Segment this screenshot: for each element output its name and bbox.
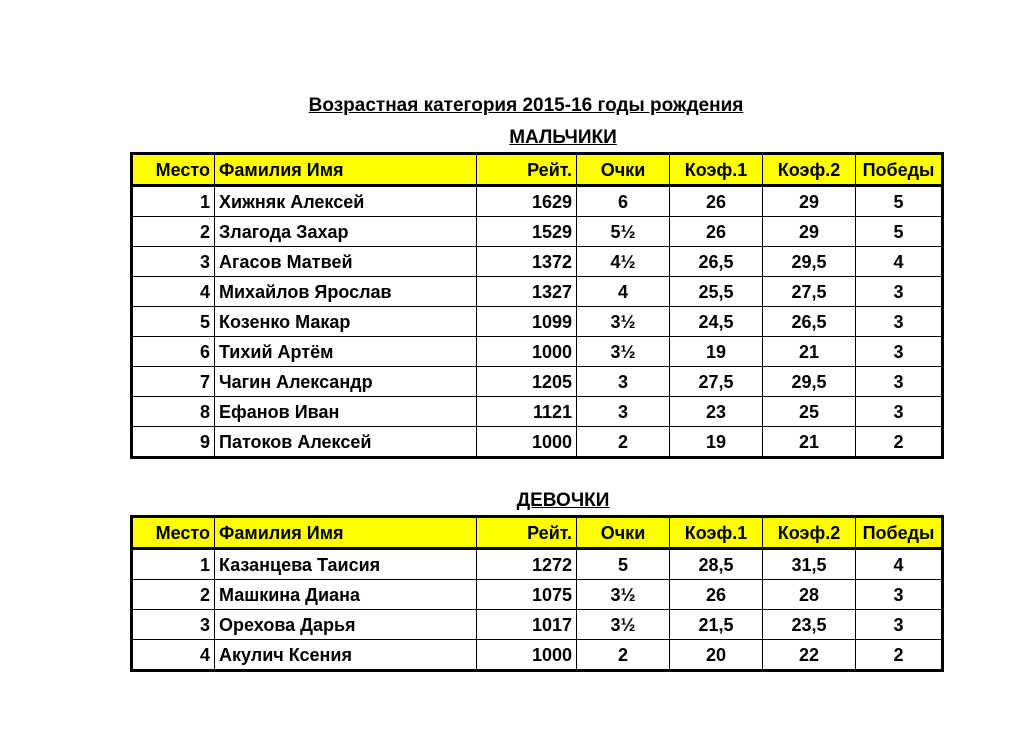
cell-wins: 3 (856, 307, 943, 337)
cell-name: Тихий Артём (215, 337, 477, 367)
column-header-points: Очки (577, 517, 670, 549)
cell-k2: 22 (763, 640, 856, 671)
table-row (132, 337, 943, 367)
table-row (132, 427, 943, 458)
cell-points: 3½ (577, 610, 670, 640)
cell-name: Акулич Ксения (215, 640, 477, 671)
cell-k1: 27,5 (670, 367, 763, 397)
cell-wins: 2 (856, 640, 943, 671)
cell-rating: 1372 (477, 247, 577, 277)
table-row (132, 580, 943, 610)
cell-wins: 5 (856, 186, 943, 217)
cell-rating: 1000 (477, 640, 577, 671)
cell-name: Злагода Захар (215, 217, 477, 247)
cell-points: 2 (577, 640, 670, 671)
cell-k1: 28,5 (670, 549, 763, 580)
cell-rating: 1529 (477, 217, 577, 247)
cell-rating: 1327 (477, 277, 577, 307)
table-row (132, 217, 943, 247)
cell-k1: 19 (670, 337, 763, 367)
cell-name: Машкина Диана (215, 580, 477, 610)
cell-k2: 28 (763, 580, 856, 610)
cell-k2: 25 (763, 397, 856, 427)
table-row (132, 397, 943, 427)
cell-rating: 1121 (477, 397, 577, 427)
column-header-wins: Победы (856, 154, 943, 186)
cell-place: 1 (132, 549, 215, 580)
cell-place: 9 (132, 427, 215, 458)
cell-points: 4 (577, 277, 670, 307)
cell-wins: 4 (856, 549, 943, 580)
cell-name: Хижняк Алексей (215, 186, 477, 217)
cell-place: 4 (132, 640, 215, 671)
column-header-points: Очки (577, 154, 670, 186)
cell-points: 5½ (577, 217, 670, 247)
cell-place: 3 (132, 610, 215, 640)
cell-wins: 3 (856, 610, 943, 640)
cell-k1: 26 (670, 580, 763, 610)
cell-points: 3 (577, 397, 670, 427)
cell-wins: 3 (856, 277, 943, 307)
column-header-place: Место (132, 517, 215, 549)
cell-wins: 3 (856, 367, 943, 397)
cell-rating: 1205 (477, 367, 577, 397)
cell-rating: 1272 (477, 549, 577, 580)
table-row (132, 247, 943, 277)
cell-k1: 21,5 (670, 610, 763, 640)
column-header-k1: Коэф.1 (670, 154, 763, 186)
cell-name: Орехова Дарья (215, 610, 477, 640)
cell-rating: 1099 (477, 307, 577, 337)
cell-rating: 1000 (477, 337, 577, 367)
cell-k1: 24,5 (670, 307, 763, 337)
cell-wins: 5 (856, 217, 943, 247)
cell-place: 2 (132, 580, 215, 610)
table-row (132, 367, 943, 397)
column-header-rating: Рейт. (477, 154, 577, 186)
page-title: Возрастная категория 2015-16 годы рождения (308, 95, 744, 116)
cell-points: 3½ (577, 307, 670, 337)
cell-wins: 4 (856, 247, 943, 277)
table-row (132, 549, 943, 580)
cell-name: Михайлов Ярослав (215, 277, 477, 307)
girls-section-heading: ДЕВОЧКИ (516, 490, 610, 511)
cell-place: 1 (132, 186, 215, 217)
cell-k1: 26 (670, 186, 763, 217)
cell-points: 3½ (577, 337, 670, 367)
cell-place: 2 (132, 217, 215, 247)
cell-k1: 26 (670, 217, 763, 247)
cell-place: 5 (132, 307, 215, 337)
cell-k2: 21 (763, 427, 856, 458)
cell-points: 5 (577, 549, 670, 580)
cell-k2: 21 (763, 337, 856, 367)
column-header-place: Место (132, 154, 215, 186)
cell-k1: 23 (670, 397, 763, 427)
column-header-wins: Победы (856, 517, 943, 549)
column-header-k2: Коэф.2 (763, 517, 856, 549)
table-header-row (132, 517, 943, 549)
cell-place: 8 (132, 397, 215, 427)
cell-place: 4 (132, 277, 215, 307)
cell-k2: 29 (763, 217, 856, 247)
cell-wins: 2 (856, 427, 943, 458)
cell-wins: 3 (856, 580, 943, 610)
girls-table-body (132, 549, 943, 671)
cell-points: 6 (577, 186, 670, 217)
column-header-rating: Рейт. (477, 517, 577, 549)
table-row (132, 307, 943, 337)
cell-k2: 29,5 (763, 247, 856, 277)
cell-name: Ефанов Иван (215, 397, 477, 427)
cell-k2: 31,5 (763, 549, 856, 580)
cell-k2: 29,5 (763, 367, 856, 397)
column-header-name: Фамилия Имя (215, 154, 477, 186)
cell-k1: 25,5 (670, 277, 763, 307)
column-header-k1: Коэф.1 (670, 517, 763, 549)
cell-place: 3 (132, 247, 215, 277)
table-header-row (132, 154, 943, 186)
girls-results-table (130, 515, 944, 672)
column-header-name: Фамилия Имя (215, 517, 477, 549)
cell-rating: 1017 (477, 610, 577, 640)
boys-results-table (130, 152, 944, 459)
cell-name: Козенко Макар (215, 307, 477, 337)
cell-name: Казанцева Таисия (215, 549, 477, 580)
table-row (132, 640, 943, 671)
cell-wins: 3 (856, 337, 943, 367)
cell-points: 4½ (577, 247, 670, 277)
cell-rating: 1629 (477, 186, 577, 217)
table-row (132, 610, 943, 640)
cell-wins: 3 (856, 397, 943, 427)
cell-name: Патоков Алексей (215, 427, 477, 458)
cell-k1: 26,5 (670, 247, 763, 277)
cell-k2: 29 (763, 186, 856, 217)
cell-name: Чагин Александр (215, 367, 477, 397)
cell-points: 3 (577, 367, 670, 397)
cell-points: 2 (577, 427, 670, 458)
cell-rating: 1075 (477, 580, 577, 610)
cell-rating: 1000 (477, 427, 577, 458)
table-row (132, 277, 943, 307)
cell-k1: 20 (670, 640, 763, 671)
boys-section-heading: МАЛЬЧИКИ (509, 127, 617, 148)
cell-place: 7 (132, 367, 215, 397)
cell-k2: 26,5 (763, 307, 856, 337)
cell-place: 6 (132, 337, 215, 367)
cell-k1: 19 (670, 427, 763, 458)
boys-table-body (132, 186, 943, 458)
cell-points: 3½ (577, 580, 670, 610)
table-row (132, 186, 943, 217)
cell-k2: 23,5 (763, 610, 856, 640)
column-header-k2: Коэф.2 (763, 154, 856, 186)
cell-name: Агасов Матвей (215, 247, 477, 277)
cell-k2: 27,5 (763, 277, 856, 307)
